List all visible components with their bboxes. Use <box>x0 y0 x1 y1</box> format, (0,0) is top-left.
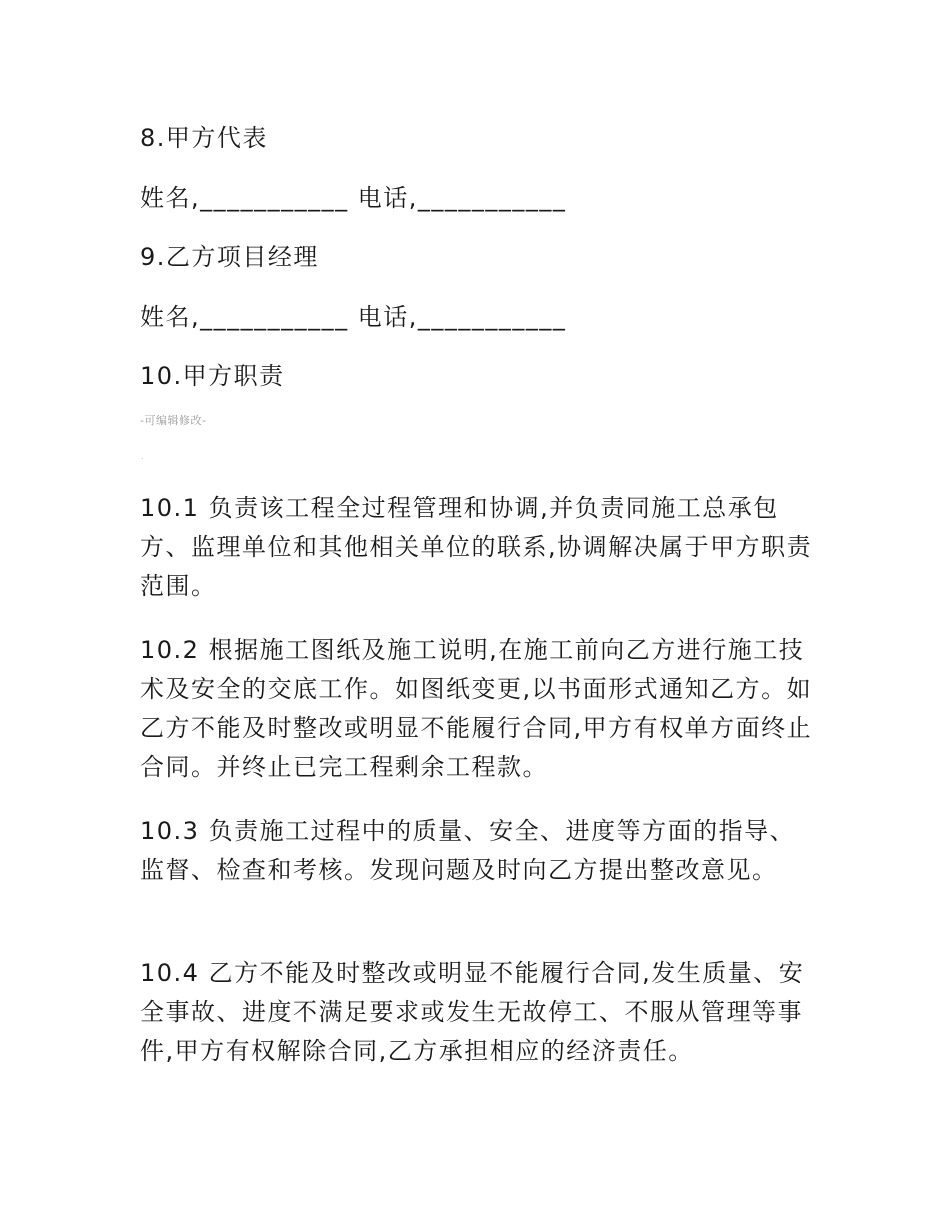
clause-10-1: 10.1 负责该工程全过程管理和协调,并负责同施工总承包方、监理单位和其他相关单位的联系,协调解决属于甲方职责范围。 <box>140 494 813 600</box>
section-9-heading: 9.乙方项目经理 <box>140 243 319 271</box>
small-dot: . <box>141 452 144 461</box>
editable-note: -可编辑修改- <box>140 414 207 427</box>
section-8-heading: 8.甲方代表 <box>140 124 268 152</box>
clause-10-4: 10.4 乙方不能及时整改或明显不能履行合同,发生质量、安全事故、进度不满足要求或发生无故停工、不服从管理等事件,甲方有权解除合同,乙方承担相应的经济责任。 <box>140 959 805 1065</box>
party-b-pm-name-phone-line: 姓名,___________ 电话,___________ <box>140 303 567 331</box>
clause-10-3: 10.3 负责施工过程中的质量、安全、进度等方面的指导、监督、检查和考核。发现问题及时向乙方提出整改意见。 <box>140 817 796 884</box>
party-a-rep-name-phone-line: 姓名,___________ 电话,___________ <box>140 184 567 212</box>
clause-10-2: 10.2 根据施工图纸及施工说明,在施工前向乙方进行施工技术及安全的交底工作。如图纸变更,以书面形式通知乙方。如乙方不能及时整改或明显不能履行合同,甲方有权单方面终止合同。并终止已完工程剩余工程款。 <box>140 636 813 781</box>
section-10-heading: 10.甲方职责 <box>140 362 285 390</box>
